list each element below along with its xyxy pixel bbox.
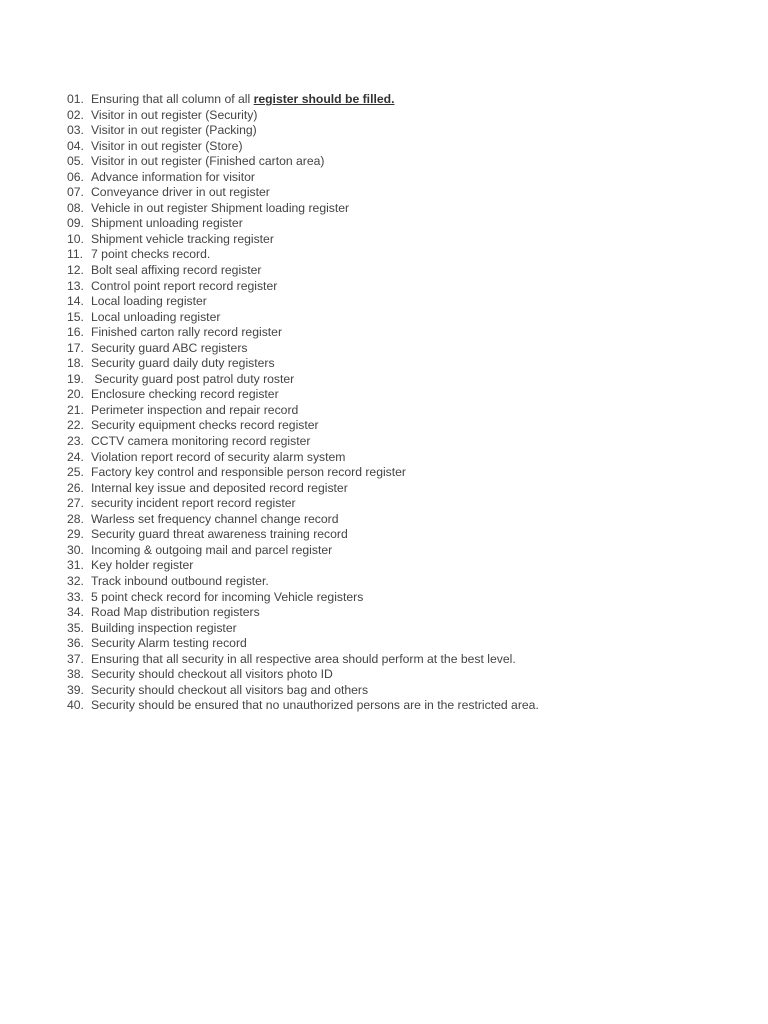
item-text: Road Map distribution registers xyxy=(91,605,260,620)
item-text: Track inbound outbound register. xyxy=(91,573,269,588)
item-text: Security guard threat awareness training record xyxy=(91,527,348,542)
item-number: 38. xyxy=(67,667,84,682)
list-item xyxy=(67,496,539,512)
list-item xyxy=(67,341,539,357)
item-number: 03. xyxy=(67,123,84,138)
item-number: 33. xyxy=(67,589,84,604)
item-emphasis: register should be filled. xyxy=(253,92,395,106)
item-text: Warless set frequency channel change record xyxy=(91,511,339,526)
item-number: 07. xyxy=(67,185,84,200)
item-text: Visitor in out register (Packing) xyxy=(91,123,257,138)
list-item xyxy=(67,279,539,295)
item-text: Security equipment checks record register xyxy=(91,418,319,433)
list-item xyxy=(67,139,539,155)
list-item xyxy=(67,294,539,310)
list-item xyxy=(67,185,539,201)
item-number: 37. xyxy=(67,651,84,666)
list-item xyxy=(67,170,539,186)
list-item xyxy=(67,387,539,403)
list-item xyxy=(67,512,539,528)
register-list xyxy=(67,92,539,714)
item-number: 08. xyxy=(67,200,84,215)
item-number: 29. xyxy=(67,527,84,542)
item-number: 05. xyxy=(67,154,84,169)
item-text: Shipment unloading register xyxy=(91,216,243,231)
item-text: Security should be ensured that no unauthorized persons are in the restricted area. xyxy=(91,698,539,713)
item-text: CCTV camera monitoring record register xyxy=(91,434,311,449)
list-item xyxy=(67,558,539,574)
item-number: 11. xyxy=(67,247,84,262)
item-text: 7 point checks record. xyxy=(91,247,211,262)
item-text: Shipment vehicle tracking register xyxy=(91,231,274,246)
list-item xyxy=(67,652,539,668)
item-number: 13. xyxy=(67,278,84,293)
item-text: Security guard daily duty registers xyxy=(91,356,275,371)
item-number: 30. xyxy=(67,542,84,557)
item-text: Local loading register xyxy=(91,294,207,309)
item-text: Vehicle in out register Shipment loading register xyxy=(91,200,350,215)
item-number: 12. xyxy=(67,263,84,278)
item-text: Security should checkout all visitors bag and others xyxy=(91,682,369,697)
list-item xyxy=(67,232,539,248)
item-text: Bolt seal affixing record register xyxy=(91,263,262,278)
list-item xyxy=(67,263,539,279)
list-item xyxy=(67,698,539,714)
item-text: Building inspection register xyxy=(91,620,237,635)
list-item xyxy=(67,216,539,232)
list-item xyxy=(67,590,539,606)
item-number: 25. xyxy=(67,465,84,480)
list-item xyxy=(67,481,539,497)
item-number: 10. xyxy=(67,231,84,246)
item-number: 22. xyxy=(67,418,84,433)
item-number: 28. xyxy=(67,511,84,526)
item-number: 36. xyxy=(67,636,84,651)
item-number: 21. xyxy=(67,402,84,417)
item-number: 04. xyxy=(67,138,84,153)
item-number: 34. xyxy=(67,605,84,620)
item-text: Violation report record of security alarm system xyxy=(91,449,346,464)
item-text: Security Alarm testing record xyxy=(91,636,247,651)
item-text: Conveyance driver in out register xyxy=(91,185,270,200)
item-number: 06. xyxy=(67,169,84,184)
list-item xyxy=(67,123,539,139)
item-text: Security guard ABC registers xyxy=(91,340,248,355)
item-text: Internal key issue and deposited record register xyxy=(91,480,348,495)
item-text: Enclosure checking record register xyxy=(91,387,279,402)
item-text: Incoming & outgoing mail and parcel register xyxy=(91,542,333,557)
item-text: Finished carton rally record register xyxy=(91,325,283,340)
list-item xyxy=(67,465,539,481)
item-number: 17. xyxy=(67,340,84,355)
list-item xyxy=(67,543,539,559)
item-text: Factory key control and responsible person record register xyxy=(91,465,406,480)
item-number: 09. xyxy=(67,216,84,231)
item-text: Ensuring that all security in all respective area should perform at the best level. xyxy=(91,651,516,666)
item-number: 18. xyxy=(67,356,84,371)
item-number: 32. xyxy=(67,573,84,588)
list-item xyxy=(67,574,539,590)
list-item xyxy=(67,372,539,388)
list-item xyxy=(67,434,539,450)
item-text: Security should checkout all visitors photo ID xyxy=(91,667,333,682)
item-number: 27. xyxy=(67,496,84,511)
item-number: 19. xyxy=(67,371,84,386)
item-text: Perimeter inspection and repair record xyxy=(91,402,299,417)
list-item xyxy=(67,450,539,466)
item-text: Local unloading register xyxy=(91,309,221,324)
list-item xyxy=(67,154,539,170)
item-number: 26. xyxy=(67,480,84,495)
item-text: Ensuring that all column of all xyxy=(91,92,254,106)
item-text: Security guard post patrol duty roster xyxy=(91,371,295,386)
list-item xyxy=(67,667,539,683)
item-number: 40. xyxy=(67,698,84,713)
list-item xyxy=(67,636,539,652)
list-item xyxy=(67,403,539,419)
list-item xyxy=(67,418,539,434)
list-item xyxy=(67,527,539,543)
list-item xyxy=(67,605,539,621)
list-item xyxy=(67,621,539,637)
item-number: 14. xyxy=(67,294,84,309)
item-number: 24. xyxy=(67,449,84,464)
item-number: 35. xyxy=(67,620,84,635)
item-text: Control point report record register xyxy=(91,278,278,293)
item-text: Advance information for visitor xyxy=(91,169,255,184)
item-text: Visitor in out register (Store) xyxy=(91,138,243,153)
list-item xyxy=(67,310,539,326)
item-number: 39. xyxy=(67,682,84,697)
item-number: 01. xyxy=(67,92,84,106)
item-text: security incident report record register xyxy=(91,496,296,511)
item-text: Visitor in out register (Finished carton area) xyxy=(91,154,325,169)
list-item xyxy=(67,247,539,263)
item-text: Key holder register xyxy=(91,558,194,573)
list-item xyxy=(67,356,539,372)
item-number: 20. xyxy=(67,387,84,402)
list-item xyxy=(67,201,539,217)
list-item xyxy=(67,325,539,341)
list-item xyxy=(67,683,539,699)
item-number: 16. xyxy=(67,325,84,340)
item-number: 31. xyxy=(67,558,84,573)
item-number: 02. xyxy=(67,107,84,122)
item-number: 15. xyxy=(67,309,84,324)
item-text: Visitor in out register (Security) xyxy=(91,107,258,122)
list-item xyxy=(67,92,539,108)
list-item xyxy=(67,108,539,124)
item-text: 5 point check record for incoming Vehicle registers xyxy=(91,589,364,604)
item-number: 23. xyxy=(67,434,84,449)
